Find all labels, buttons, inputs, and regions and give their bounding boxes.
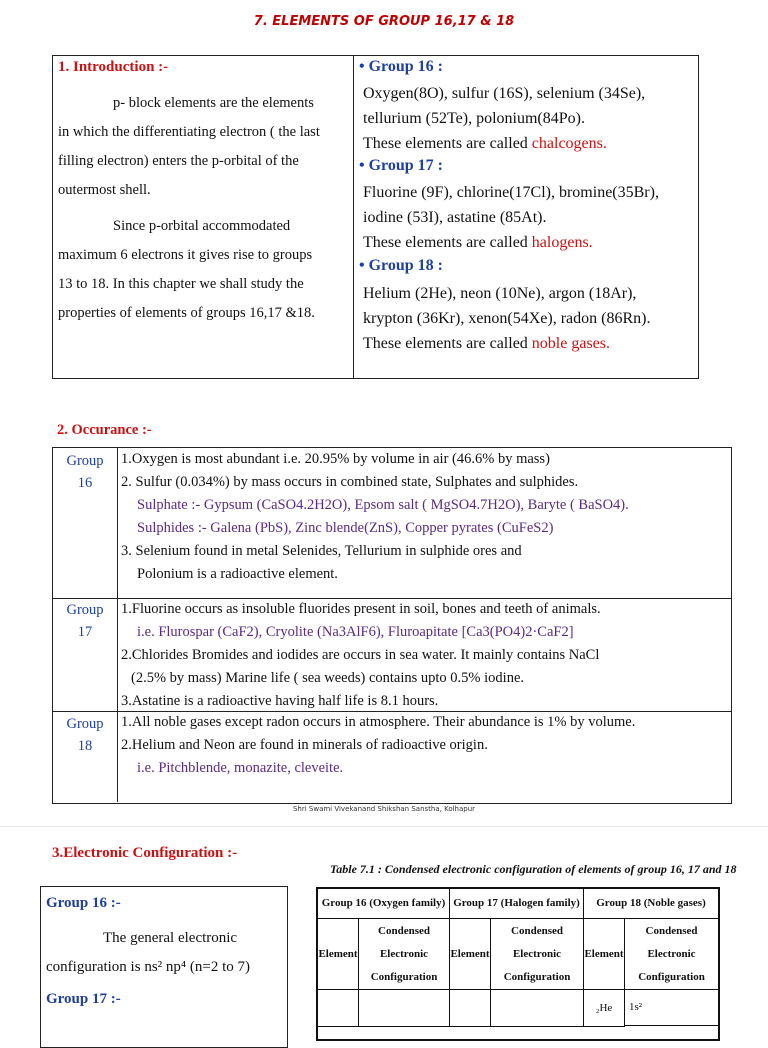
- occurrence-table: [52, 447, 732, 804]
- group-18-members: krypton (36Kr), xenon(54Xe), radon (86Rn).: [363, 310, 651, 327]
- occurrence-heading: 2. Occurance :-: [57, 422, 152, 438]
- group-17-config-heading: Group 17 :-: [46, 991, 121, 1007]
- occurrence-line: 3. Selenium found in metal Selenides, Tellurium in sulphide ores and: [121, 543, 522, 559]
- subheader-config: Condensed Electronic Configuration: [491, 919, 584, 990]
- row-label: Group 17: [66, 602, 104, 640]
- subheader-config: Condensed Electronic Configuration: [359, 919, 450, 990]
- intro-line: outermost shell.: [58, 182, 151, 198]
- table-cell-config: 1s²: [625, 990, 718, 1026]
- group-16-members: tellurium (52Te), polonium(84Po).: [363, 110, 585, 127]
- occurrence-row-group-18: [53, 711, 731, 802]
- row-label: Group 16: [66, 453, 104, 491]
- general-config-line: The general electronic: [103, 930, 238, 946]
- subheader-element: Element: [318, 919, 359, 990]
- table-header-group-18: Group 18 (Noble gases): [584, 889, 718, 919]
- table-header-group-16: Group 16 (Oxygen family): [318, 889, 450, 919]
- subheader-config: Condensed Electronic Configuration: [625, 919, 718, 990]
- table-cell-element: ₂He: [584, 990, 625, 1027]
- occurrence-line: 1.Fluorine occurs as insoluble fluorides present in soil, bones and teeth of animals.: [121, 601, 601, 617]
- introduction-cell: [53, 56, 354, 378]
- page-footer: Shri Swami Vivekanand Shikshan Sanstha, Kolhapur: [292, 805, 476, 813]
- occurrence-line: 1.Oxygen is most abundant i.e. 20.95% by volume in air (46.6% by mass): [121, 451, 550, 467]
- occurrence-line: 3.Astatine is a radioactive having half life is 8.1 hours.: [121, 693, 439, 709]
- intro-line: p- block elements are the elements: [113, 95, 314, 111]
- group-16-called: These elements are called chalcogens.: [363, 135, 607, 152]
- occurrence-line: 2.Chlorides Bromides and iodides are occurs in sea water. It mainly contains NaCl: [121, 647, 600, 663]
- table-cell: [318, 990, 359, 1027]
- table-cell: [359, 990, 450, 1027]
- occurrence-line: i.e. Pitchblende, monazite, cleveite.: [137, 760, 344, 776]
- general-config-line: configuration is ns² np⁴ (n=2 to 7): [46, 959, 250, 975]
- occurrence-row-group-16: [53, 448, 731, 599]
- introduction-heading: 1. Introduction :-: [58, 59, 169, 75]
- row-content: [117, 448, 731, 598]
- row-content: [117, 598, 731, 711]
- occurrence-line: 2. Sulfur (0.034%) by mass occurs in combined state, Sulphates and sulphides.: [121, 474, 579, 490]
- introduction-table: [52, 55, 699, 379]
- occurrence-line: Polonium is a radioactive element.: [137, 566, 338, 582]
- electronic-config-heading: 3.Electronic Configuration :-: [52, 845, 238, 861]
- row-content: [117, 711, 731, 802]
- occurrence-line: Sulphides :- Galena (PbS), Zinc blende(ZnS), Copper pyrates (CuFeS2): [137, 520, 554, 536]
- table-caption: Table 7.1 : Condensed electronic configuration of elements of group 16, 17 and 18: [330, 862, 737, 876]
- intro-line: in which the differentiating electron ( the last: [58, 124, 320, 140]
- row-label: Group 18: [66, 716, 104, 754]
- document-title: 7. ELEMENTS OF GROUP 16,17 & 18: [253, 14, 515, 29]
- group-17-called: These elements are called halogens.: [363, 234, 593, 251]
- page-separator: [0, 826, 768, 827]
- group-16-members: Oxygen(8O), sulfur (16S), selenium (34Se),: [363, 85, 646, 102]
- group-17-members: iodine (53I), astatine (85At).: [363, 209, 547, 226]
- occurrence-line: (2.5% by mass) Marine life ( sea weeds) contains upto 0.5% iodine.: [131, 670, 525, 686]
- occurrence-line: i.e. Flurospar (CaF2), Cryolite (Na3AlF6), Fluroapitate [Ca3(PO4)2·CaF2]: [137, 624, 574, 640]
- group-16-config-heading: Group 16 :-: [46, 895, 121, 911]
- occurrence-line: Sulphate :- Gypsum (CaSO4.2H2O), Epsom salt ( MgSO4.7H2O), Baryte ( BaSO4).: [137, 497, 629, 513]
- intro-line: maximum 6 electrons it gives rise to groups: [58, 247, 313, 263]
- subheader-element: Element: [450, 919, 491, 990]
- group-17-members: Fluorine (9F), chlorine(17Cl), bromine(35Br),: [363, 184, 659, 201]
- group-18-members: Helium (2He), neon (10Ne), argon (18Ar),: [363, 285, 637, 302]
- intro-line: 13 to 18. In this chapter we shall study the: [58, 276, 304, 292]
- intro-line: Since p-orbital accommodated: [113, 218, 291, 234]
- intro-line: filling electron) enters the p-orbital of the: [58, 153, 299, 169]
- table-cell: [491, 990, 584, 1027]
- electronic-config-table: [316, 887, 720, 1041]
- subheader-element: Element: [584, 919, 625, 990]
- group-16-heading: • Group 16 :: [359, 58, 443, 75]
- occurrence-row-group-17: [53, 598, 731, 712]
- group-18-heading: • Group 18 :: [359, 257, 443, 274]
- table-cell: [450, 990, 491, 1027]
- table-header-group-17: Group 17 (Halogen family): [450, 889, 584, 919]
- occurrence-line: 2.Helium and Neon are found in minerals of radioactive origin.: [121, 737, 488, 753]
- occurrence-line: 1.All noble gases except radon occurs in atmosphere. Their abundance is 1% by volume.: [121, 714, 636, 730]
- group-18-called: These elements are called noble gases.: [363, 335, 610, 352]
- groups-cell: [353, 56, 698, 378]
- group-17-heading: • Group 17 :: [359, 157, 443, 174]
- intro-line: properties of elements of groups 16,17 &18.: [58, 305, 315, 321]
